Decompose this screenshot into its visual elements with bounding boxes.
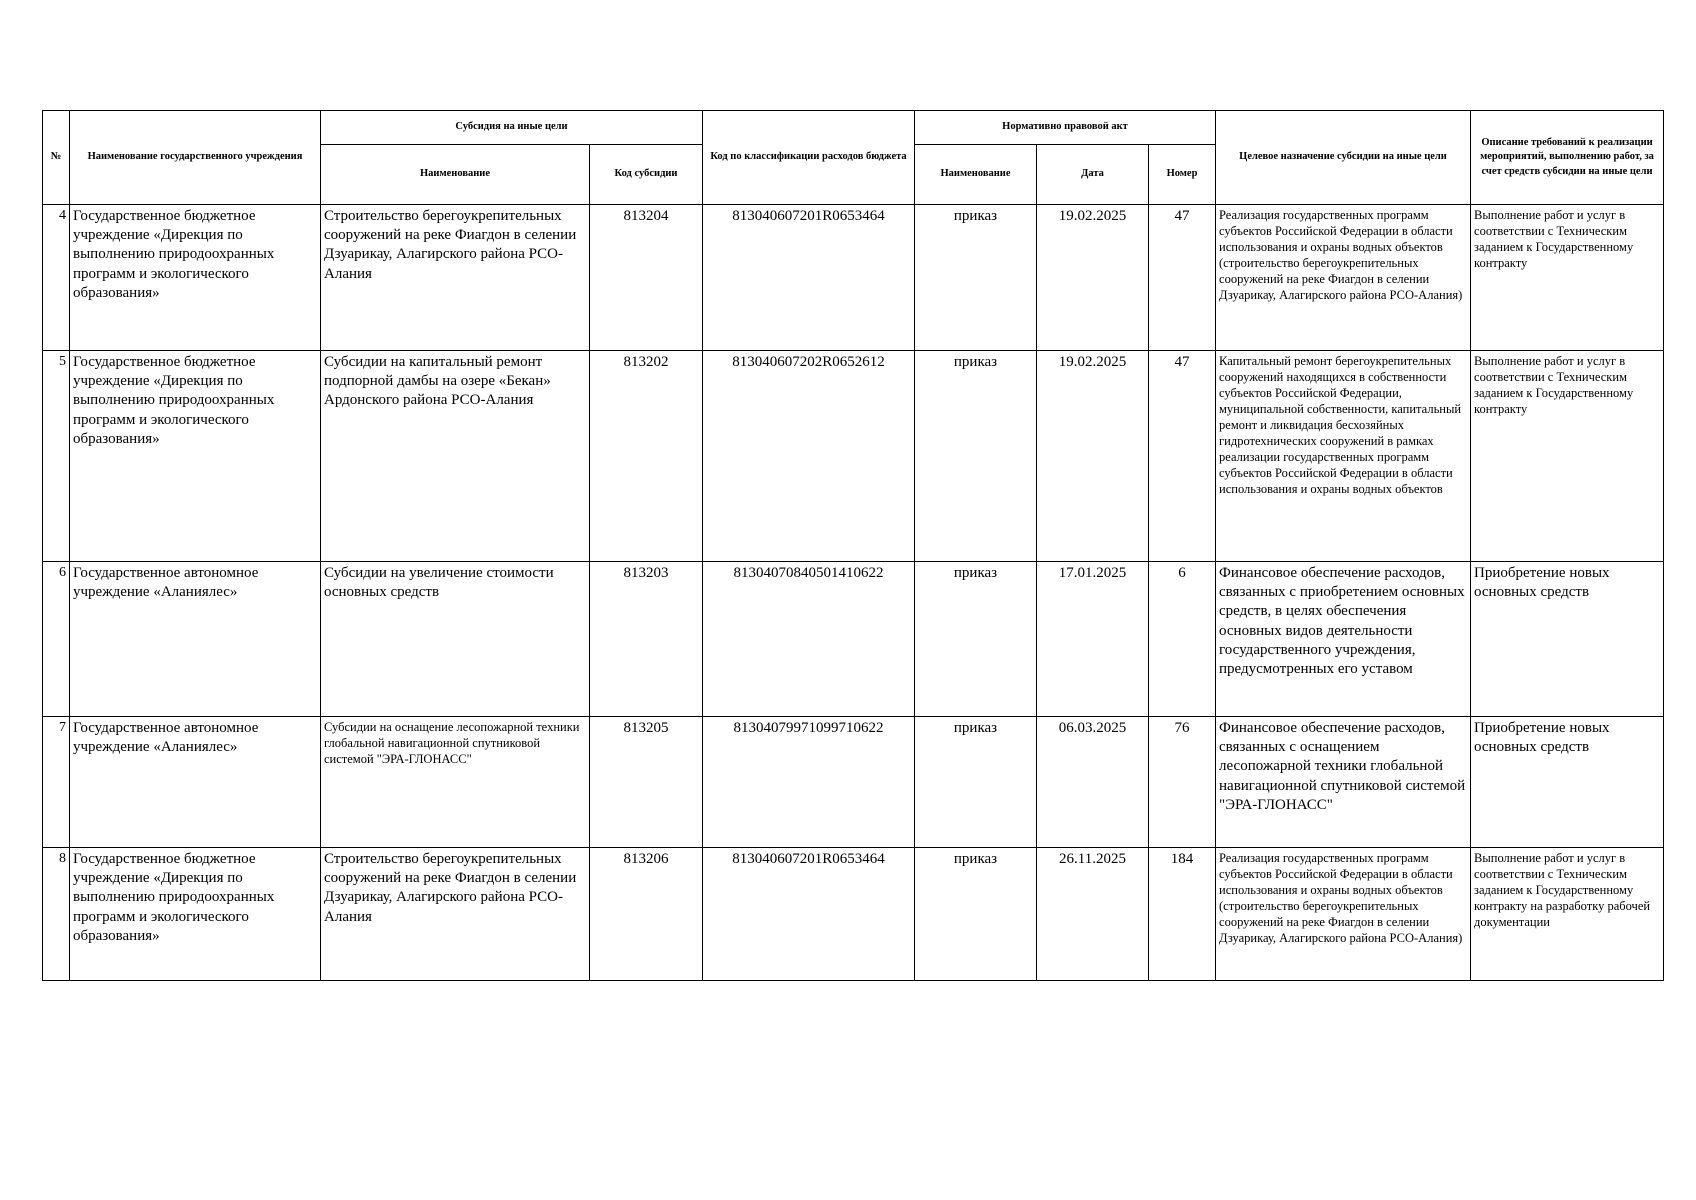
budget-code: 813040607202R0652612 bbox=[703, 351, 915, 562]
subsidy-name: Субсидии на капитальный ремонт подпорной дамбы на озере «Бекан» Ардонского района РСО-Алания bbox=[321, 351, 590, 562]
budget-code: 81304070840501410622 bbox=[703, 562, 915, 717]
table-row bbox=[43, 717, 1664, 848]
subsidy-code: 813204 bbox=[590, 205, 703, 351]
act-number: 47 bbox=[1149, 205, 1216, 351]
row-number: 5 bbox=[43, 351, 70, 562]
header-requirements: Описание требований к реализации мероприятий, выполнению работ, за счет средств субсидии на иные цели bbox=[1471, 111, 1664, 205]
subsidies-table bbox=[42, 110, 1664, 981]
requirements-text: Выполнение работ и услуг в соответствии с Техническим заданием к Государственному контракту на разработку рабочей документации bbox=[1471, 848, 1664, 981]
subsidy-name: Строительство берегоукрепительных сооружений на реке Фиагдон в селении Дзуарикау, Алагирского района РСО-Алания bbox=[321, 205, 590, 351]
header-purpose: Целевое назначение субсидии на иные цели bbox=[1216, 111, 1471, 205]
institution-name: Государственное автономное учреждение «Аланиялес» bbox=[70, 717, 321, 848]
header-act-name: Наименование bbox=[915, 145, 1037, 205]
table-row bbox=[43, 351, 1664, 562]
act-name: приказ bbox=[915, 562, 1037, 717]
row-number: 6 bbox=[43, 562, 70, 717]
header-subsidy-code: Код субсидии bbox=[590, 145, 703, 205]
subsidy-code: 813205 bbox=[590, 717, 703, 848]
budget-code: 81304079971099710622 bbox=[703, 717, 915, 848]
institution-name: Государственное автономное учреждение «Аланиялес» bbox=[70, 562, 321, 717]
requirements-text: Приобретение новых основных средств bbox=[1471, 562, 1664, 717]
institution-name: Государственное бюджетное учреждение «Дирекция по выполнению природоохранных программ и экологического образования» bbox=[70, 351, 321, 562]
purpose-text: Финансовое обеспечение расходов, связанных с приобретением основных средств, в целях обеспечения основных видов деятельности государственного учреждения, предусмотренных его уставом bbox=[1216, 562, 1471, 717]
header-act-number: Номер bbox=[1149, 145, 1216, 205]
act-name: приказ bbox=[915, 848, 1037, 981]
header-institution: Наименование государственного учреждения bbox=[70, 111, 321, 205]
act-date: 19.02.2025 bbox=[1037, 351, 1149, 562]
act-number: 47 bbox=[1149, 351, 1216, 562]
purpose-text: Капитальный ремонт берегоукрепительных сооружений находящихся в собственности субъектов Российской Федерации, муниципальной собственности, капитальный ремонт и ликвидация бесхозяйных гидротехнических сооружений в рамках реализации государственных программ субъектов Российской Федерации в области использования и охраны водных объектов bbox=[1216, 351, 1471, 562]
requirements-text: Выполнение работ и услуг в соответствии с Техническим заданием к Государственному контракту bbox=[1471, 351, 1664, 562]
subsidy-name: Строительство берегоукрепительных сооружений на реке Фиагдон в селении Дзуарикау, Алагирского района РСО-Алания bbox=[321, 848, 590, 981]
act-date: 26.11.2025 bbox=[1037, 848, 1149, 981]
table-row bbox=[43, 562, 1664, 717]
subsidy-name: Субсидии на увеличение стоимости основных средств bbox=[321, 562, 590, 717]
subsidy-code: 813206 bbox=[590, 848, 703, 981]
requirements-text: Приобретение новых основных средств bbox=[1471, 717, 1664, 848]
row-number: 7 bbox=[43, 717, 70, 848]
header-act-group: Нормативно правовой акт bbox=[915, 111, 1216, 145]
budget-code: 813040607201R0653464 bbox=[703, 205, 915, 351]
requirements-text: Выполнение работ и услуг в соответствии с Техническим заданием к Государственному контракту bbox=[1471, 205, 1664, 351]
purpose-text: Финансовое обеспечение расходов, связанных с оснащением лесопожарной техники глобальной навигационной спутниковой системой "ЭРА-ГЛОНАСС" bbox=[1216, 717, 1471, 848]
act-date: 06.03.2025 bbox=[1037, 717, 1149, 848]
act-number: 76 bbox=[1149, 717, 1216, 848]
institution-name: Государственное бюджетное учреждение «Дирекция по выполнению природоохранных программ и экологического образования» bbox=[70, 848, 321, 981]
table-row bbox=[43, 205, 1664, 351]
act-name: приказ bbox=[915, 351, 1037, 562]
act-date: 19.02.2025 bbox=[1037, 205, 1149, 351]
header-budget-code: Код по классификации расходов бюджета bbox=[703, 111, 915, 205]
header-act-date: Дата bbox=[1037, 145, 1149, 205]
row-number: 8 bbox=[43, 848, 70, 981]
purpose-text: Реализация государственных программ субъектов Российской Федерации в области использования и охраны водных объектов (строительство берегоукрепительных сооружений на реке Фиагдон в селении Дзуарикау, Алагирского района РСО-Алания) bbox=[1216, 205, 1471, 351]
subsidy-code: 813202 bbox=[590, 351, 703, 562]
act-name: приказ bbox=[915, 205, 1037, 351]
subsidy-code: 813203 bbox=[590, 562, 703, 717]
act-number: 184 bbox=[1149, 848, 1216, 981]
table-row bbox=[43, 848, 1664, 981]
act-number: 6 bbox=[1149, 562, 1216, 717]
budget-code: 813040607201R0653464 bbox=[703, 848, 915, 981]
institution-name: Государственное бюджетное учреждение «Дирекция по выполнению природоохранных программ и экологического образования» bbox=[70, 205, 321, 351]
subsidy-name: Субсидии на оснащение лесопожарной техники глобальной навигационной спутниковой системой "ЭРА-ГЛОНАСС" bbox=[321, 717, 590, 848]
row-number: 4 bbox=[43, 205, 70, 351]
header-subsidy-name: Наименование bbox=[321, 145, 590, 205]
act-date: 17.01.2025 bbox=[1037, 562, 1149, 717]
header-subsidy-group: Субсидия на иные цели bbox=[321, 111, 703, 145]
act-name: приказ bbox=[915, 717, 1037, 848]
purpose-text: Реализация государственных программ субъектов Российской Федерации в области использования и охраны водных объектов (строительство берегоукрепительных сооружений на реке Фиагдон в селении Дзуарикау, Алагирского района РСО-Алания) bbox=[1216, 848, 1471, 981]
header-num: № bbox=[43, 111, 70, 205]
